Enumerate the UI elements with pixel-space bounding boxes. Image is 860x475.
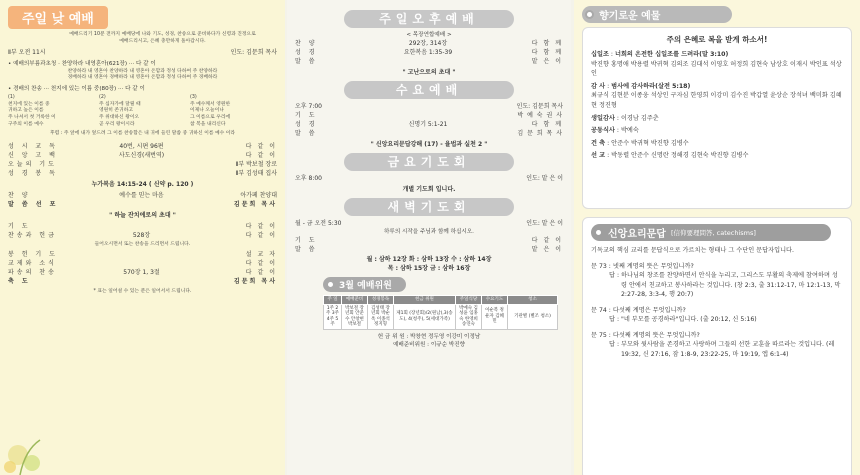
order-item: 오늘의 기도 (8, 160, 57, 168)
fragrance-title: 향기로운 예물 (599, 11, 661, 22)
offering-committee: 헌 금 위 원 : 박창현 정두영 이강미 이정남 (377, 333, 481, 340)
order-row (8, 169, 277, 178)
meal-label: 공동식사 (591, 127, 615, 135)
friday-note: 개별 기도회 입니다. (402, 186, 456, 193)
order-row (8, 250, 277, 259)
order-section-1 (8, 142, 277, 178)
order-item: 파송의 찬송 (8, 269, 57, 277)
hymn-line: 구주의 이름 예수 (8, 121, 44, 127)
order-detail: 요한복음 1:35-39 (403, 49, 453, 56)
service-session: Ⅱ부 오전 11시 (8, 49, 46, 57)
order-person: 맡 은 이 (531, 58, 563, 65)
order-person: Ⅱ부 김성태 집사 (235, 169, 277, 177)
order-item: 축 도 (8, 278, 31, 286)
offerings-box: 주의 은혜로 복을 받게 하소서! 십일조 : 너희의 온전한 십일조를 드려라(말 3:10) 박진향 홍명애 박용렬 박귀혁 김의조 김대석 이영호 허정희 김현숙 남상호 이재시 박인표 석상인 감 사 : 범사에 감사하라(살전 5:18) 최규식 김현분 이종웅 석상인 구자심 한영희 이강미 김수진 박갑열 윤상순 장석녀 백미화 김혜현 정진형 생일감사 : 이경남 김주춘 공동식사 : 박예숙 건 축 : 안준수 박귀혁 박진향 김병수 선 교 : 박동렬 안준수 신명란 정해경 김현숙 박진향 김병수 (582, 27, 852, 209)
catechism-question: 문 75 : 다섯째 계명의 뜻은 무엇입니까? (591, 331, 700, 339)
order-row (8, 200, 277, 209)
table-header: 주 일 (324, 296, 342, 305)
hymn-line: 주 십자가에 달릴 때 (99, 101, 141, 107)
hymn-line: 이제나 오늘이나 (190, 108, 224, 114)
order-person: 맡 은 이 (531, 246, 563, 253)
leaf-decoration-icon (0, 405, 70, 475)
order-row (8, 259, 277, 268)
hymn-verse-3-num: (3) (190, 95, 197, 101)
table-cell: 기관별 (별조 청소) (508, 304, 558, 329)
order-person: Ⅱ부 박보철 장로 (235, 160, 277, 168)
order-item: 기 도 (295, 112, 318, 119)
catechism-question: 문 74 : 다섯째 계명은 무엇입니까? (591, 306, 686, 314)
order-detail (359, 129, 497, 138)
hymn-line: 귀하고 높은 이름 (8, 108, 44, 114)
order-person: 다 함 께 (531, 40, 563, 47)
table-header-row (324, 296, 558, 305)
call-lyrics-1: 찬양하라 내 영혼아 찬양하라 내 영혼아 온맘과 정성 다하여 주 찬양하라 (67, 68, 218, 74)
table-cell: 제1회 (장년회)/2(원남),3(송도), 4(청주), 5(세대가족) (394, 304, 456, 329)
order-row (8, 160, 277, 169)
order-person: 다 함 께 (531, 121, 563, 128)
order-row (295, 236, 563, 245)
table-header: 예배준비 (342, 296, 368, 305)
table-header: 주일식당 (456, 296, 482, 305)
order-item: 말 씀 (295, 58, 318, 65)
order-detail (72, 277, 211, 286)
order-item: 말 씀 (295, 130, 318, 137)
order-item: 성 경 (295, 121, 318, 128)
order-person: 다 같 이 (245, 269, 277, 277)
offerings-catechism-panel (574, 0, 860, 475)
friday-leader: 인도: 맡 은 이 (526, 175, 563, 182)
order-item: 기 도 (295, 237, 318, 244)
order-item: 성 경 봉 독 (8, 169, 58, 177)
bullet-icon (326, 280, 335, 289)
order-detail (72, 200, 211, 209)
thanks-verse: 범사에 감사하라(살전 5:18) (611, 82, 691, 90)
order-row (295, 245, 563, 254)
offering-note: 들어오시면서 또는 찬송을 드리면서 드립니다. (94, 241, 191, 247)
order-detail: 사도신경(새번역) (118, 151, 165, 159)
wednesday-service-title: 수요예배 (344, 81, 514, 99)
afternoon-sermon-title: " 고난으로의 초대 " (402, 69, 456, 76)
order-detail (359, 236, 497, 245)
order-detail: 신명기 5:1-21 (408, 121, 448, 128)
mission-label: 선 교 (591, 152, 606, 160)
friday-time: 오후 8:00 (295, 175, 322, 182)
hymn-line: 곧 우리 왕이시라 (99, 121, 135, 127)
order-person: 다 같 이 (245, 222, 277, 230)
committee-table (323, 295, 558, 330)
hymn-lyrics (8, 95, 277, 128)
hymn-verse-1-num: (1) (8, 95, 15, 101)
table-cell: 박예숙 김성윤 임홍숙 한영희 송연숙 (456, 304, 482, 329)
order-item: 말 씀 선 포 (8, 200, 59, 208)
order-item: 성 시 교 독 (8, 142, 58, 150)
order-detail (359, 245, 497, 254)
table-row (324, 304, 558, 329)
wednesday-sermon-title: " 신앙요리문답강해 (17) - 율법과 실천 2 " (370, 141, 488, 148)
table-cell: 이순복 정운자 김혜민 (482, 304, 508, 329)
catechism-answer: 답 : "네 부모를 공경하라"입니다. (출 20:12, 신 5:16) (609, 316, 757, 324)
catechism-intro: 기독교의 핵심 교리를 문답식으로 가르치는 형태나 그 수단인 문답자입니다. (591, 247, 794, 254)
intro-text: 예배드리기 10분 전까지 예배당에 나와 기도, 성경, 찬송으로 준비하다가 신령과 진정으로 예배드리시고, 은혜 충만하게 돌아갑시다. (69, 32, 256, 44)
order-row (8, 231, 277, 240)
weekday-services-panel (287, 0, 571, 475)
order-person: 설 교 자 (245, 251, 277, 259)
hymn-line: 주 나셔서 첫 거룩한 이 (8, 114, 56, 120)
mission-names: 박동렬 안준수 신명란 정해경 김현숙 박진향 김병수 (611, 152, 749, 160)
service-leader: 인도: 김문희 목사 (230, 49, 277, 57)
birthday-names: 이경남 김주춘 (620, 114, 659, 122)
hymn-refrain: 후렴 : 주 앞에 내가 엎드려 그 이름 찬송함은 내 귀에 들린 말씀 중 귀하신 이름 예수 이라 (49, 131, 236, 137)
catechism-title-pill (591, 224, 831, 241)
table-header: 성경봉독 (368, 296, 394, 305)
table-header: 수요기도 (482, 296, 508, 305)
catechism-question: 문 73 : 넷째 계명의 뜻은 무엇입니까? (591, 262, 694, 270)
order-detail (359, 57, 497, 66)
hymn-line: 그 이름으로 우리에 (190, 114, 231, 120)
tithe-names: 박진향 홍명애 박용렬 박귀혁 김의조 김대석 이영호 허정희 김현숙 남상호 이재시 박인표 석상인 (591, 60, 842, 78)
thanks-names: 최규식 김현분 이종웅 석상인 구자심 한영희 이강미 김수진 박갑열 윤상순 장석녀 백미화 김혜현 정진형 (591, 92, 842, 109)
wednesday-leader: 인도: 김문희 목사 (516, 103, 563, 110)
order-row (8, 151, 277, 160)
worship-hymn: • 경배의 찬송 ··· 천지에 있는 이름 중(80장) ··· 다 같 이 (8, 85, 145, 92)
order-row (295, 120, 563, 129)
friday-prayer-title: 금요기도회 (344, 153, 514, 171)
meal-names: 박예숙 (620, 127, 639, 135)
order-row (295, 129, 563, 138)
order-row (295, 39, 563, 48)
order-detail: 40번, 시편 96편 (119, 142, 164, 150)
catechism-box (582, 217, 852, 475)
order-person: 다 같 이 (245, 151, 277, 159)
sermon-title: " 하늘 잔치에로의 초대 " (109, 211, 176, 219)
committee-title: 3월 예배위원 (339, 281, 392, 291)
order-item: 찬 양 (8, 191, 31, 199)
committee-title-pill (323, 277, 406, 292)
birthday-label: 생일감사 (591, 114, 615, 122)
order-person: 다 같 이 (245, 260, 277, 268)
building-label: 건 축 (591, 139, 606, 147)
table-cell: 김성태 장년회 박순옥 이종석 정지형 (368, 304, 394, 329)
catechism-subtitle: [信仰要理問答, catechisms] (670, 229, 756, 237)
order-item: 찬 양 (295, 40, 318, 47)
readings-line-2: 목 : 삼하 15장 금 : 삼하 16장 (387, 265, 471, 272)
sunday-service-panel (0, 0, 285, 475)
order-item: 말 씀 (295, 246, 318, 253)
tithe-label: 십일조 (591, 51, 609, 58)
table-header: 헌금 위원 (394, 296, 456, 305)
scripture-reference: 누가복음 14:15-24 ( 신약 p. 120 ) (91, 180, 194, 188)
sunday-service-title: 주일 낮 예배 (8, 6, 108, 29)
hymn-line: 주 예수께서 영원한 (190, 101, 231, 107)
order-detail (359, 111, 497, 120)
wednesday-time: 오후 7:00 (295, 103, 322, 110)
dawn-note: 하루의 시작을 주님과 함께 하십시오. (384, 229, 474, 235)
afternoon-service-sub: < 목장연합예배 > (406, 32, 452, 38)
thanks-label: 감 사 (591, 82, 606, 90)
order-detail: 570장 1, 3절 (123, 269, 160, 277)
order-detail (72, 160, 211, 169)
order-row (8, 277, 277, 286)
order-item: 신 앙 고 백 (8, 151, 58, 159)
dawn-leader: 인도: 맡 은 이 (526, 220, 563, 227)
readings-line-1: 월 : 삼하 12장 화 : 삼하 13장 수 : 삼하 14장 (366, 256, 492, 263)
order-person: 다 함 께 (531, 49, 563, 56)
order-person: 다 같 이 (245, 231, 277, 239)
order-detail (72, 169, 211, 178)
order-person: 다 같 이 (245, 142, 277, 150)
tithe-verse: 너희의 온전한 십일조를 드려라(말 3:10) (614, 51, 729, 58)
order-detail (72, 259, 211, 268)
call-lyrics-2: 경배하라 내 영혼아 경배하라 내 영혼아 온맘과 정성 다하여 주 경배하라 (67, 75, 218, 81)
table-header: 청소 (508, 296, 558, 305)
table-cell: 박보철 장년회 안준수 안창현 박보철 (342, 304, 368, 329)
order-person: 다 같 이 (531, 237, 563, 244)
order-item: 성 경 (295, 49, 318, 56)
hymn-line: 참 복을 내리신다 (190, 121, 226, 127)
dawn-time: 월 - 금 오전 5:30 (295, 220, 342, 227)
order-detail (72, 222, 211, 231)
table-cell: 1주 2주 3주 4주 5주 (324, 304, 342, 329)
order-row (8, 142, 277, 151)
offerings-subtitle: 주의 은혜로 복을 받게 하소서! (666, 35, 768, 44)
building-names: 안준수 박귀혁 박진향 김병수 (611, 139, 689, 147)
order-item: 봉 헌 기 도 (8, 251, 58, 259)
order-row (8, 191, 277, 200)
hymn-verse-2-num: (2) (99, 95, 106, 101)
hymn-line: 천지에 있는 이름 중 (8, 101, 50, 107)
order-row (295, 48, 563, 57)
call-to-worship: • 예배의부름과초청 · 찬양하라 내영혼아(621장) ··· 다 같 이 (8, 61, 156, 68)
order-row (8, 268, 277, 277)
bullet-icon (594, 228, 603, 237)
order-item: 기 도 (8, 222, 31, 230)
catechism-title: 신앙요리문답 (608, 229, 666, 240)
afternoon-service-title: 주일오후예배 (344, 10, 514, 28)
order-item: 찬송과 헌금 (8, 231, 57, 239)
order-row (295, 57, 563, 66)
hymn-line: 주 위대하신 왕이오 (99, 114, 140, 120)
prep-committee: 예배준비위원 : 이규순 박진향 (392, 341, 466, 348)
hymn-line: 영원히 존귀하고 (99, 108, 133, 114)
dawn-prayer-title: 새벽기도회 (344, 198, 514, 216)
order-detail: 528장 (132, 231, 151, 239)
order-detail (72, 250, 211, 259)
order-detail: 예수를 믿는 마음 (119, 191, 164, 199)
order-item: 교제와 소식 (8, 260, 57, 268)
order-person: 김 문 희 목 사 (517, 130, 563, 137)
order-person: 김문희 목사 (233, 200, 277, 208)
order-row (8, 222, 277, 231)
order-person: 김문희 목사 (233, 278, 277, 286)
standing-note: * 표는 일어설 수 있는 분은 일어서서 드립니다. (93, 289, 192, 295)
order-person: 아가페 찬양대 (240, 191, 277, 199)
order-row (295, 111, 563, 120)
catechism-answer: 답 : 부모와 윗사람을 존경하고 사랑하며 그들의 선한 교훈을 따르라는 것입니다. (레 19:32, 신 27:16, 잠 1:8-9, 23:22-25, 마 19:19, 엡 6:1-4) (609, 341, 835, 358)
fragrance-title-pill (582, 6, 732, 23)
catechism-answer: 답 : 하나님의 창조를 찬양하면서 안식을 누리고, 그리스도 부활의 축제에 참여하며 성령 안에서 친교하고 봉사하라는 것입니다. (창 2:3, 출 31:12-17, 마 12:1-13, 막 2:27-28, 3:3-4, 행 20:7) (609, 272, 841, 299)
bullet-icon (585, 10, 594, 19)
order-detail: 292장, 314장 (408, 40, 448, 47)
order-person: 박 예 숙 권 사 (517, 112, 563, 119)
